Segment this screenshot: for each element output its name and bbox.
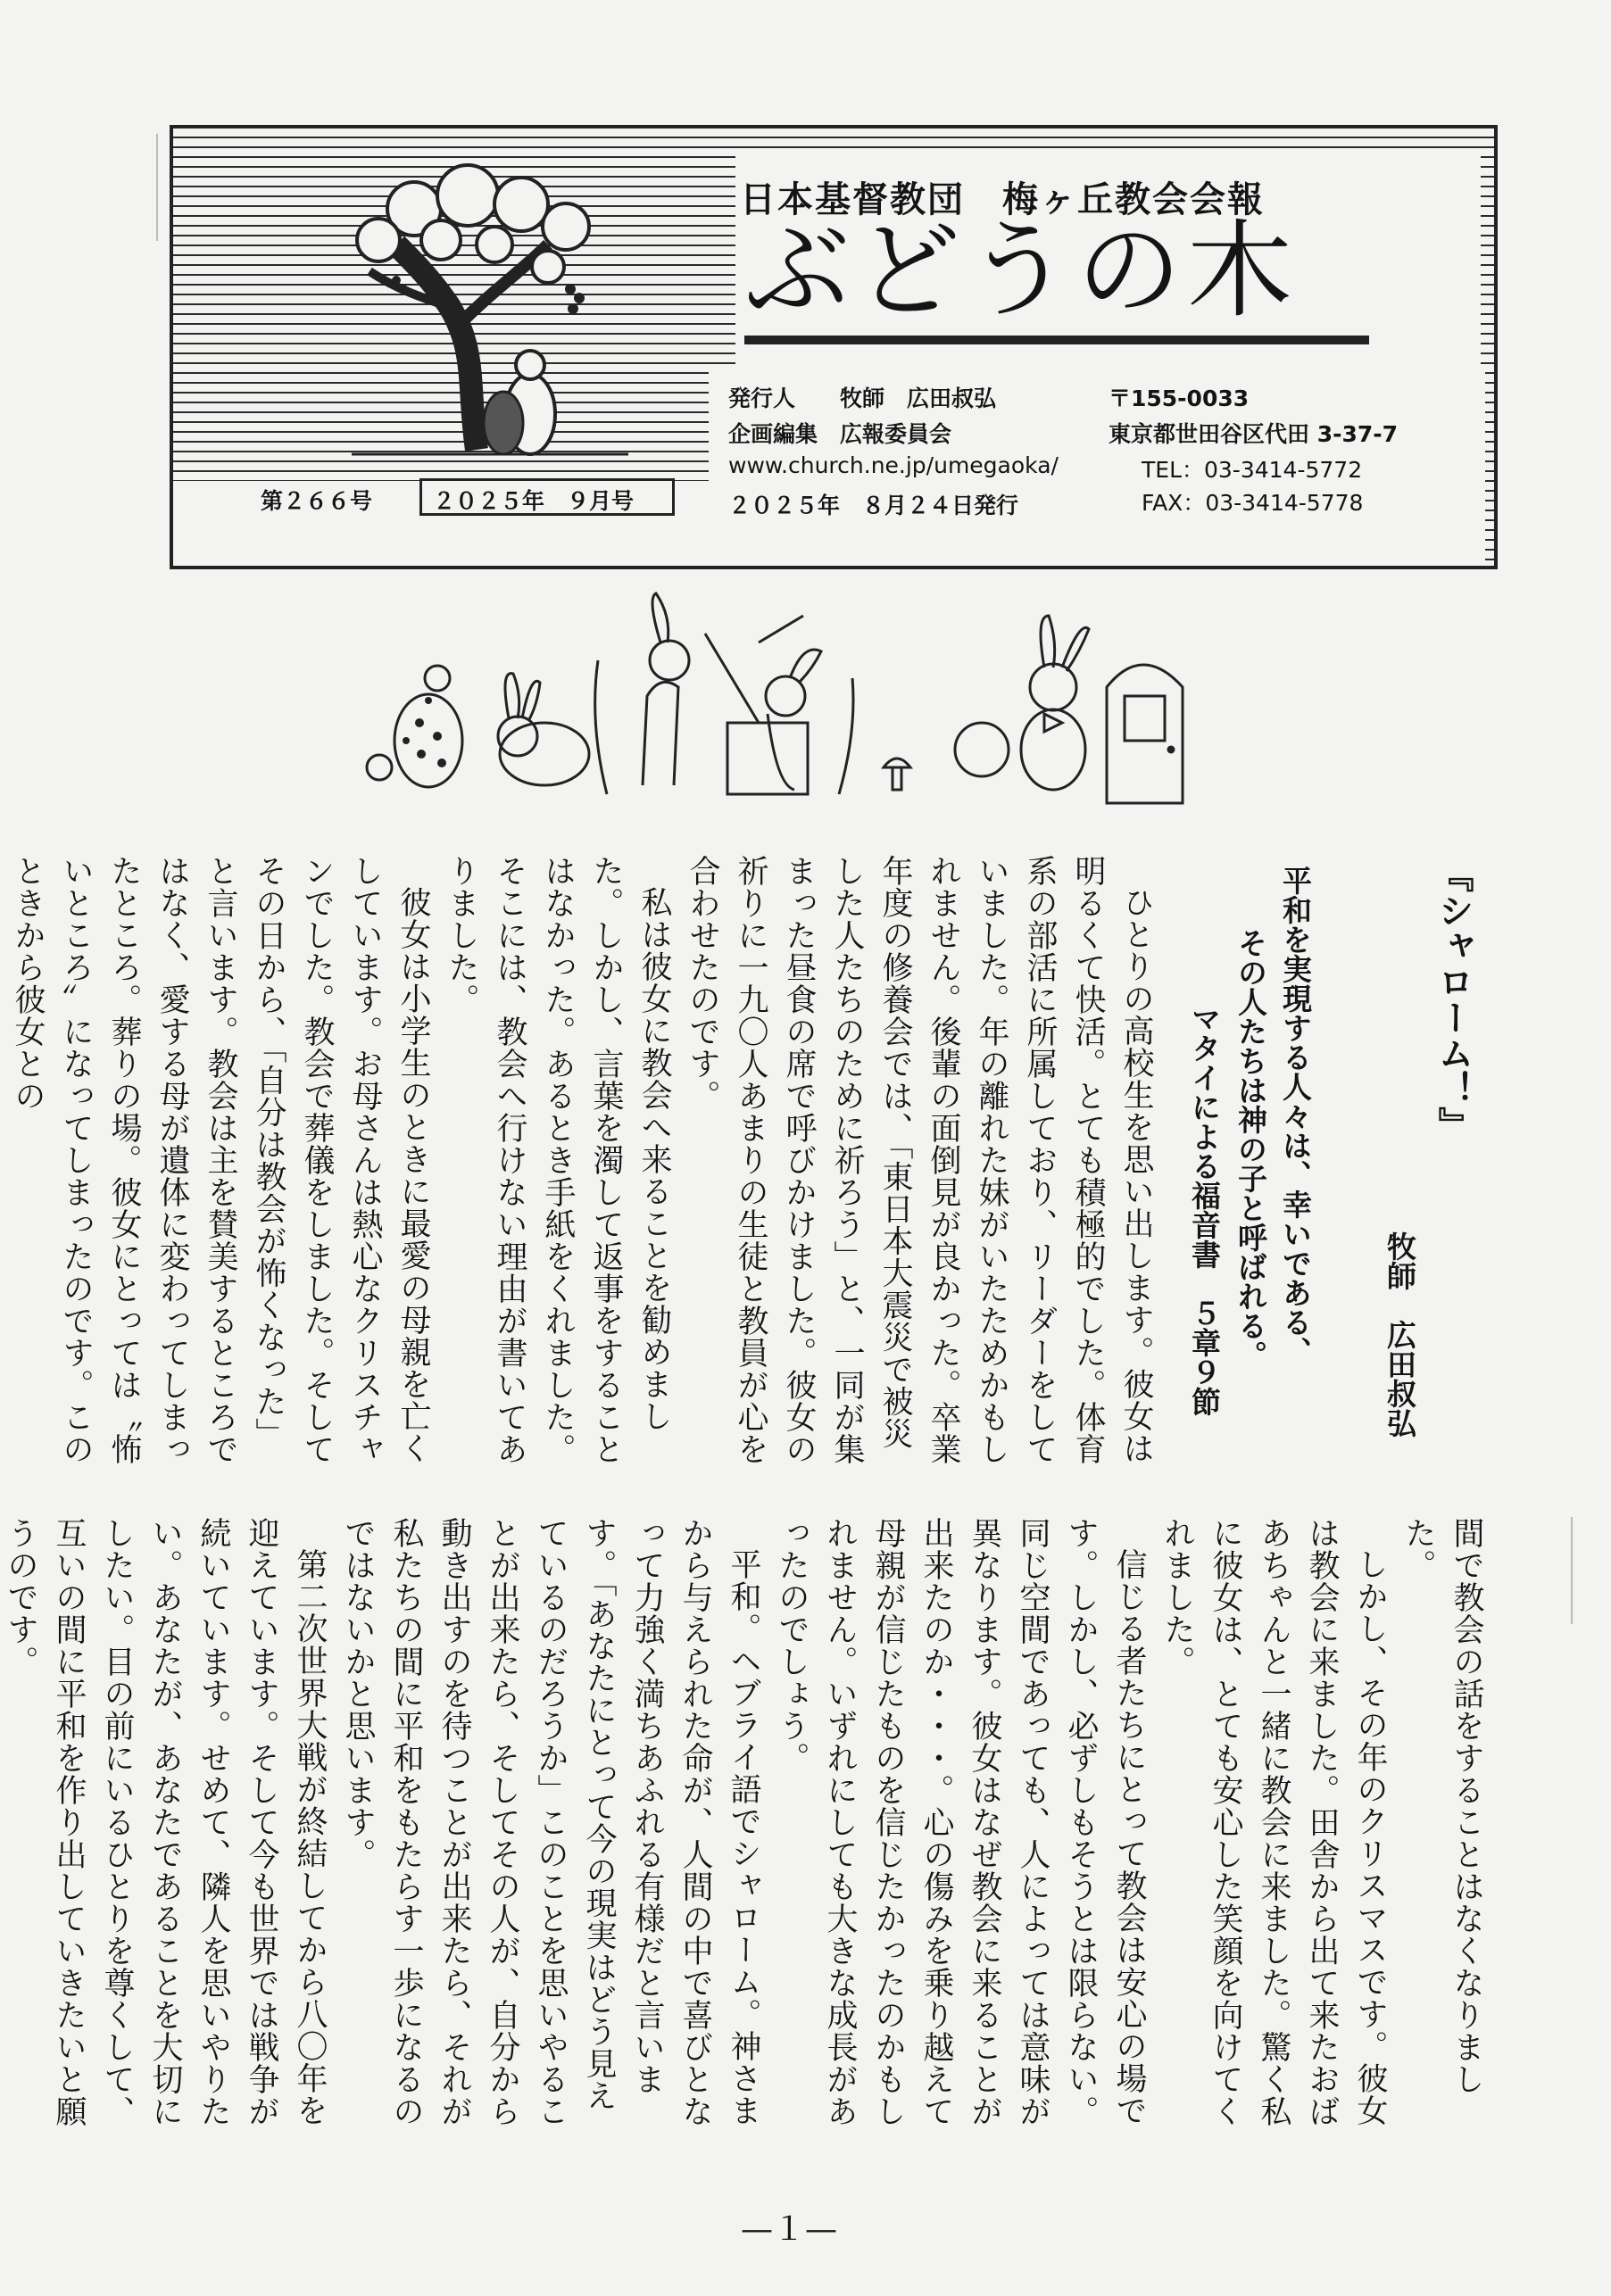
scan-edge-mark	[1571, 1517, 1573, 1624]
paragraph: 信じる者たちにとって教会は安心の場です。しかし、必ずしもそうとは限らない。同じ空間であっても、人によっては意味が異なります。彼女はなぜ教会に来ることが出来たのか・・・。心の傷みを乗り越えて母親が信じたものを信じたかったのかもしれません。いずれにしても大きな成長があったのでしょう。	[774, 1517, 1147, 2127]
telephone: TEL：03-3414-5772	[1142, 457, 1363, 483]
rabbits-illustration	[339, 589, 1285, 812]
newsletter-title: ぶどうの木	[744, 209, 1299, 332]
editor: 企画編集 広報委員会	[728, 421, 952, 447]
title-underline	[744, 336, 1369, 344]
paragraph: 第二次世界大戦が終結してから八〇年を迎えています。そして今も世界では戦争が続いています。せめて、隣人を思いやりたい。あなたが、あなたであることを大切にしたい。目の前にいるひとりを尊くして、互いの間に平和を作り出していきたいと願うのです。	[3, 1517, 328, 2127]
author: 牧師 広田叔弘	[1383, 1231, 1417, 1438]
fax: FAX：03-3414-5778	[1142, 490, 1364, 516]
masthead	[170, 125, 1498, 569]
paragraph: 彼女は小学生のときに最愛の母親を亡くしています。お母さんは熱心なクリスチャンでした。教会で葬儀をしました。そしてその日から、「自分は教会が怖くなった」と言います。教会は主を賛美するところではなく、愛する母が遺体に変わってしまったところ。葬りの場。彼女にとっては〝怖いところ〟になってしまったのです。このときから彼女との	[10, 855, 431, 1465]
publisher: 発行人 牧師 広田叔弘	[728, 385, 997, 411]
org-name: 日本基督教団 梅ヶ丘教会会報	[740, 179, 1265, 220]
publish-date: ２０２５年 ８月２４日発行	[728, 493, 1019, 518]
issue-month-box	[419, 478, 675, 516]
issue-month: ２０２５年 ９月号	[433, 488, 635, 514]
paragraph: 間で教会の話をすることはなくなりました。	[1400, 1517, 1484, 2095]
article-body-bottom	[3, 1517, 1491, 2133]
website-url: www.church.ne.jp/umegaoka/	[728, 452, 1059, 478]
paragraph: 私は彼女に教会へ来ることを勧めました。しかし、言葉を濁して返事をすることはなかった。あるとき手紙をくれました。そこには、教会へ行けない理由が書いてありました。	[444, 855, 672, 1465]
article-heading: 『シャローム！』	[1432, 857, 1474, 1142]
epigraph-citation: マタイによる福音書 ５章９節	[1187, 1004, 1222, 1416]
scan-edge-mark	[156, 134, 158, 241]
epigraph-line-1: 平和を実現する人々は、幸いである、	[1278, 866, 1313, 1366]
page-number: —１—	[741, 2211, 838, 2248]
address: 東京都世田谷区代田 3-37-7	[1109, 421, 1399, 447]
issue-number: 第２６６号	[261, 488, 373, 514]
article-body-top	[10, 855, 1160, 1471]
paragraph: しかし、その年のクリスマスです。彼女は教会に来ました。田舎から出て来たおばあちゃんと一緒に教会に来ました。驚く私に彼女は、とても安心した笑顔を向けてくれました。	[1159, 1517, 1388, 2127]
grapevine-tree-illustration	[343, 155, 637, 459]
paragraph: 平和。ヘブライ語でシャローム。神さまから与えられた命が、人間の中で喜びとなって力強く満ちあふれる有様だと言います。「あなたにとって今の現実はどう見えているのだろうか」このことを思いやることが出来たら、そしてその人が、自分から動き出すのを待つことが出来たら、それが私たちの間に平和をもたらす一歩になるのではないかと思います。	[340, 1517, 761, 2127]
paragraph: ひとりの高校生を思い出します。彼女は明るくて快活。とても積極的でした。体育系の部活に所属しており、リーダーをしていました。年の離れた妹がいたためかもしれません。後輩の面倒見が良かった。卒業年度の修養会では、「東日本大震災で被災した人たちのために祈ろう」と、一同が集まった昼食の席で呼びかけました。彼女の祈りに一九〇人あまりの生徒と教員が心を合わせたのです。	[685, 855, 1154, 1465]
epigraph-line-2: その人たちは神の子と呼ばれる。	[1233, 928, 1268, 1370]
postal-code: 〒155-0033	[1109, 385, 1250, 411]
